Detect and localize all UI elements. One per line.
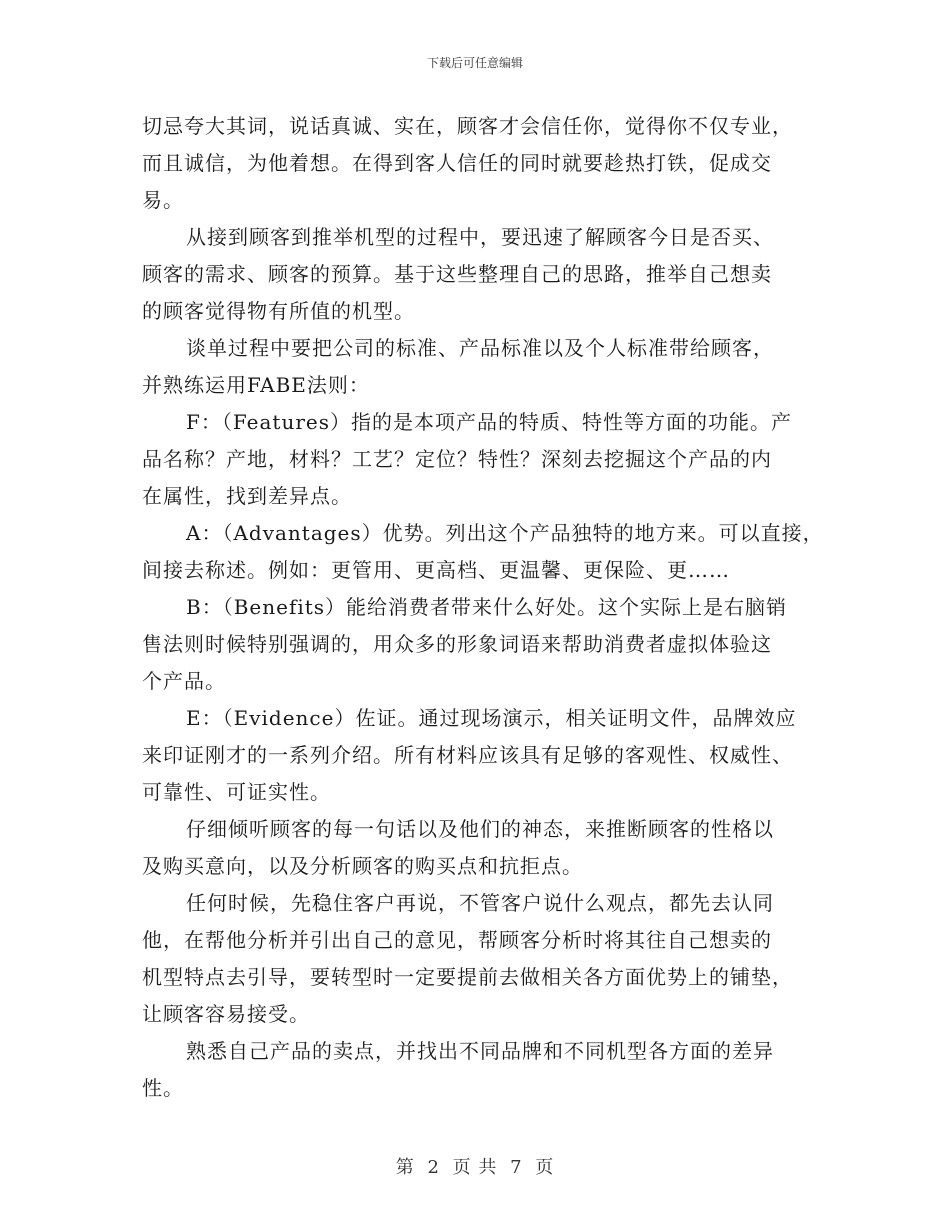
text-line: 而且诚信，为他着想。在得到客人信任的同时就要趁热打铁，促成交 [142,151,772,175]
text-line: 可靠性、可证实性。 [142,780,331,804]
text-line: 售法则时候特别强调的，用众多的形象词语来帮助消费者虚拟体验这 [142,632,772,656]
text-line: A：（Advantages）优势。列出这个产品独特的地方来。可以直接， [186,521,824,545]
text-line: 品名称？产地，材料？工艺？定位？特性？深刻去挖掘这个产品的内 [142,447,772,471]
text-line: 熟悉自己产品的卖点，并找出不同品牌和不同机型各方面的差异 [186,1039,774,1063]
text-line: 来印证刚才的一系列介绍。所有材料应该具有足够的客观性、权威性、 [142,743,793,767]
text-line: 及购买意向，以及分析顾客的购买点和抗拒点。 [142,854,583,878]
text-line: 的顾客觉得物有所值的机型。 [142,299,415,323]
footer-middle: 页 共 [452,1157,498,1178]
text-line: 顾客的需求、顾客的预算。基于这些整理自己的思路，推举自己想卖 [142,262,772,286]
body-text [142,108,822,1107]
text-line: 切忌夸大其词，说话真诚、实在，顾客才会信任你，觉得你不仅专业， [142,114,793,138]
text-line: 任何时候，先稳住客户再说，不管客户说什么观点，都先去认同 [186,891,774,915]
footer-prefix: 第 [395,1157,415,1178]
footer-page-number: 2 [427,1157,440,1178]
text-line: 在属性，找到差异点。 [142,484,352,508]
text-line: E：（Evidence）佐证。通过现场演示，相关证明文件，品牌效应 [186,706,797,730]
text-line: 间接去称述。例如：更管用、更高档、更温馨、更保险、更…… [142,558,730,582]
text-line: 并熟练运用FABE法则： [142,373,370,397]
text-line: 性。 [142,1076,184,1100]
footer-suffix: 页 [535,1157,555,1178]
text-line: 谈单过程中要把公司的标准、产品标准以及个人标准带给顾客， [186,336,774,360]
text-line: 他，在帮他分析并引出自己的意见，帮顾客分析时将其往自己想卖的 [142,928,772,952]
text-line: 机型特点去引导，要转型时一定要提前去做相关各方面优势上的铺垫， [142,965,793,989]
text-line: 从接到顾客到推举机型的过程中，要迅速了解顾客今日是否买、 [186,225,774,249]
text-line: 易。 [142,188,184,212]
page-footer [0,1153,950,1179]
page-header: 下载后可任意编辑 [426,56,523,70]
footer-total-pages: 7 [510,1157,523,1178]
text-line: 个产品。 [142,669,226,693]
text-line: B：（Benefits）能给消费者带来什么好处。这个实际上是右脑销 [186,595,788,619]
text-line: 让顾客容易接受。 [142,1002,310,1026]
text-line: 仔细倾听顾客的每一句话以及他们的神态，来推断顾客的性格以 [186,817,774,841]
text-line: F：（Features）指的是本项产品的特质、特性等方面的功能。产 [186,410,792,434]
